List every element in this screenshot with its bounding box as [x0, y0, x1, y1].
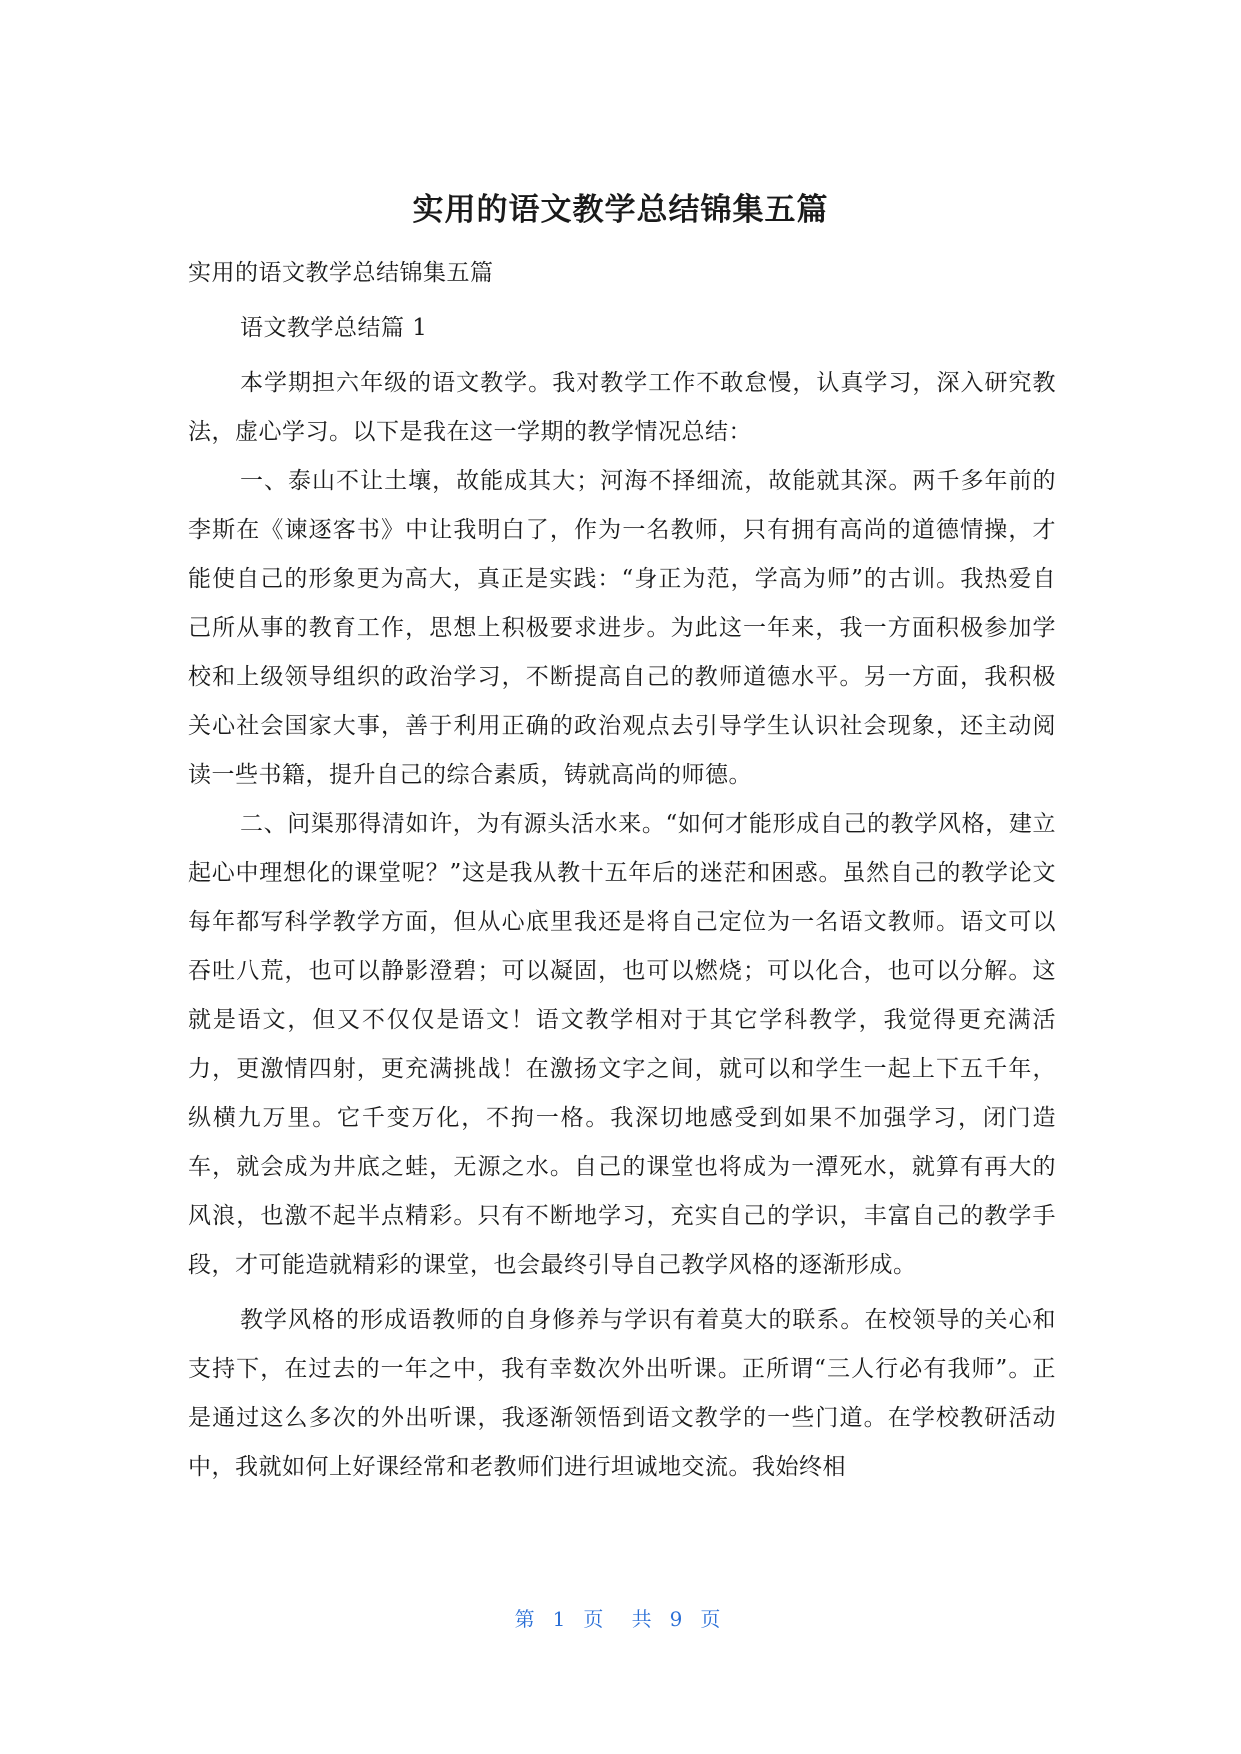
current-page-number: 1 [552, 1607, 572, 1631]
footer-prefix: 第 [514, 1607, 541, 1631]
page-footer [0, 1604, 1241, 1634]
document-body [188, 249, 1056, 1492]
body-paragraph: 一、泰山不让土壤，故能成其大；河海不择细流，故能就其深。两千多年前的李斯在《谏逐客书》中让我明白了，作为一名教师，只有拥有高尚的道德情操，才能使自己的形象更为高大，真正是实践：“身正为范，学高为师”的古训。我热爱自己所从事的教育工作，思想上积极要求进步。为此这一年来，我一方面积极参加学校和上级领导组织的政治学习，不断提高自己的教师道德水平。另一方面，我积极关心社会国家大事，善于利用正确的政治观点去引导学生认识社会现象，还主动阅读一些书籍，提升自己的综合素质，铸就高尚的师德。 [188, 468, 1056, 788]
document-title: 实用的语文教学总结锦集五篇 [412, 192, 829, 228]
footer-suffix: 页 [700, 1607, 727, 1631]
total-page-number: 9 [669, 1607, 689, 1631]
body-paragraph: 二、问渠那得清如许，为有源头活水来。“如何才能形成自己的教学风格，建立起心中理想化的课堂呢？”这是我从教十五年后的迷茫和困惑。虽然自己的教学论文每年都写科学教学方面，但从心底里我还是将自己定位为一名语文教师。语文可以吞吐八荒，也可以静影澄碧；可以凝固，也可以燃烧；可以化合，也可以分解。这就是语文，但又不仅仅是语文！语文教学相对于其它学科教学，我觉得更充满活力，更激情四射，更充满挑战！在激扬文字之间，就可以和学生一起上下五千年，纵横九万里。它千变万化，不拘一格。我深切地感受到如果不加强学习，闭门造车，就会成为井底之蛙，无源之水。自己的课堂也将成为一潭死水，就算有再大的风浪，也激不起半点精彩。只有不断地学习，充实自己的学识，丰富自己的教学手段，才可能造就精彩的课堂，也会最终引导自己教学风格的逐渐形成。 [188, 811, 1056, 1278]
body-paragraph: 教学风格的形成语教师的自身修养与学识有着莫大的联系。在校领导的关心和支持下，在过去的一年之中，我有幸数次外出听课。正所谓“三人行必有我师”。正是通过这么多次的外出听课，我逐渐领悟到语文教学的一些门道。在学校教研活动中，我就如何上好课经常和老教师们进行坦诚地交流。我始终相 [188, 1307, 1056, 1480]
footer-mid: 页 共 [583, 1607, 658, 1631]
body-paragraph: 本学期担六年级的语文教学。我对教学工作不敢怠慢，认真学习，深入研究教法，虚心学习。以下是我在这一学期的教学情况总结： [188, 370, 1056, 445]
section-heading: 语文教学总结篇 1 [240, 315, 428, 341]
body-paragraph-subtitle: 实用的语文教学总结锦集五篇 [188, 260, 494, 286]
